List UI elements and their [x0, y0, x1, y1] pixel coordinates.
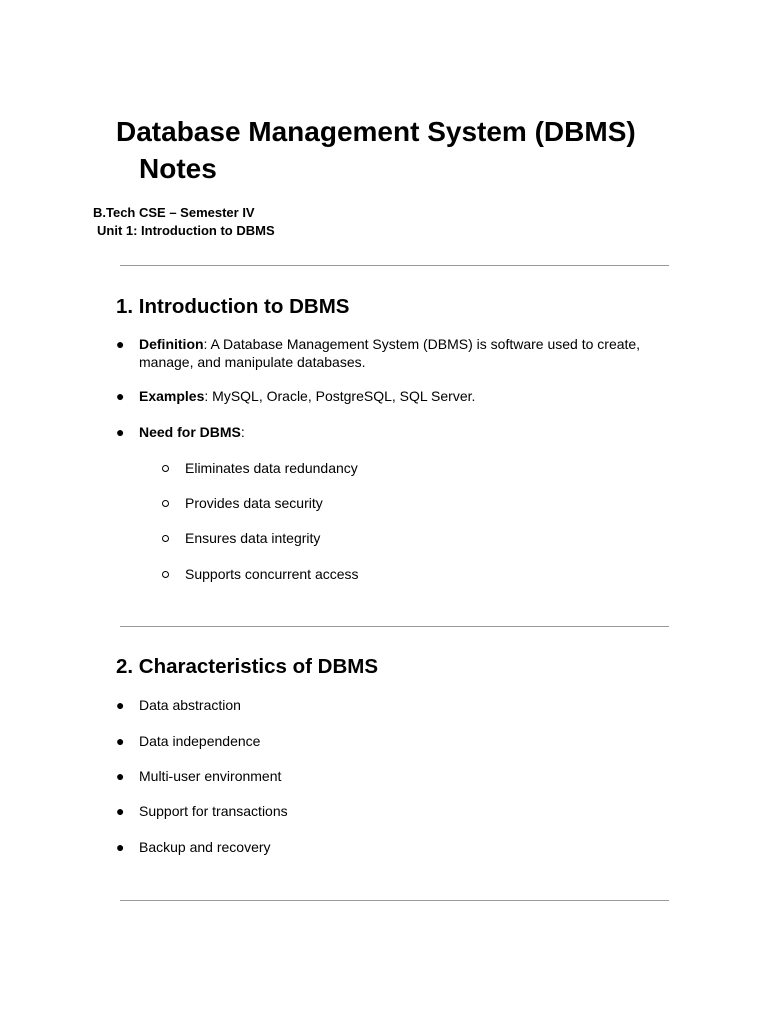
list-item-definition [116, 336, 676, 371]
document-title-line-1: Database Management System (DBMS) [116, 116, 636, 147]
list-item-text: Data abstraction [139, 697, 241, 713]
sub-item-text: Provides data security [185, 495, 323, 511]
examples-label: Examples [139, 388, 205, 404]
need-label: Need for DBMS [139, 424, 241, 440]
divider-1 [120, 265, 669, 266]
bullet-icon: ● [116, 768, 125, 784]
list-item-text: Backup and recovery [139, 839, 271, 855]
sub-item [162, 495, 662, 513]
divider-3 [120, 900, 669, 901]
sub-item-text: Eliminates data redundancy [185, 460, 358, 476]
list-item-text: Multi-user environment [139, 768, 282, 784]
list-item [116, 768, 676, 786]
hollow-bullet-icon [162, 465, 169, 472]
list-item [116, 733, 676, 751]
need-text: : [240, 424, 245, 440]
unit-subtitle: Unit 1: Introduction to DBMS [97, 223, 275, 238]
sub-item [162, 566, 662, 584]
sub-item-text: Supports concurrent access [185, 566, 359, 582]
definition-label: Definition [139, 336, 204, 352]
hollow-bullet-icon [162, 571, 169, 578]
list-item-text: Support for transactions [139, 803, 288, 819]
document-title [116, 113, 716, 187]
list-item [116, 803, 676, 821]
list-item-need [116, 424, 676, 442]
list-item-text: Data independence [139, 733, 261, 749]
course-subtitle: B.Tech CSE – Semester IV [93, 205, 255, 220]
sub-item-text: Ensures data integrity [185, 530, 321, 546]
hollow-bullet-icon [162, 535, 169, 542]
bullet-icon: ● [116, 424, 125, 440]
bullet-icon: ● [116, 336, 125, 352]
sub-item [162, 460, 662, 478]
list-item-examples [116, 388, 676, 406]
list-item [116, 697, 676, 715]
list-item [116, 839, 676, 857]
definition-text: : A Database Management System (DBMS) is software used to create, manage, and manipulate databases. [139, 336, 641, 370]
bullet-icon: ● [116, 697, 125, 713]
bullet-icon: ● [116, 388, 125, 404]
sub-item [162, 530, 662, 548]
divider-2 [120, 626, 669, 627]
section-heading-characteristics: 2. Characteristics of DBMS [116, 655, 379, 678]
document-title-line-2: Notes [139, 153, 217, 184]
bullet-icon: ● [116, 733, 125, 749]
bullet-icon: ● [116, 839, 125, 855]
bullet-icon: ● [116, 803, 125, 819]
examples-text: : MySQL, Oracle, PostgreSQL, SQL Server. [204, 388, 476, 404]
section-heading-intro: 1. Introduction to DBMS [116, 295, 350, 318]
hollow-bullet-icon [162, 500, 169, 507]
